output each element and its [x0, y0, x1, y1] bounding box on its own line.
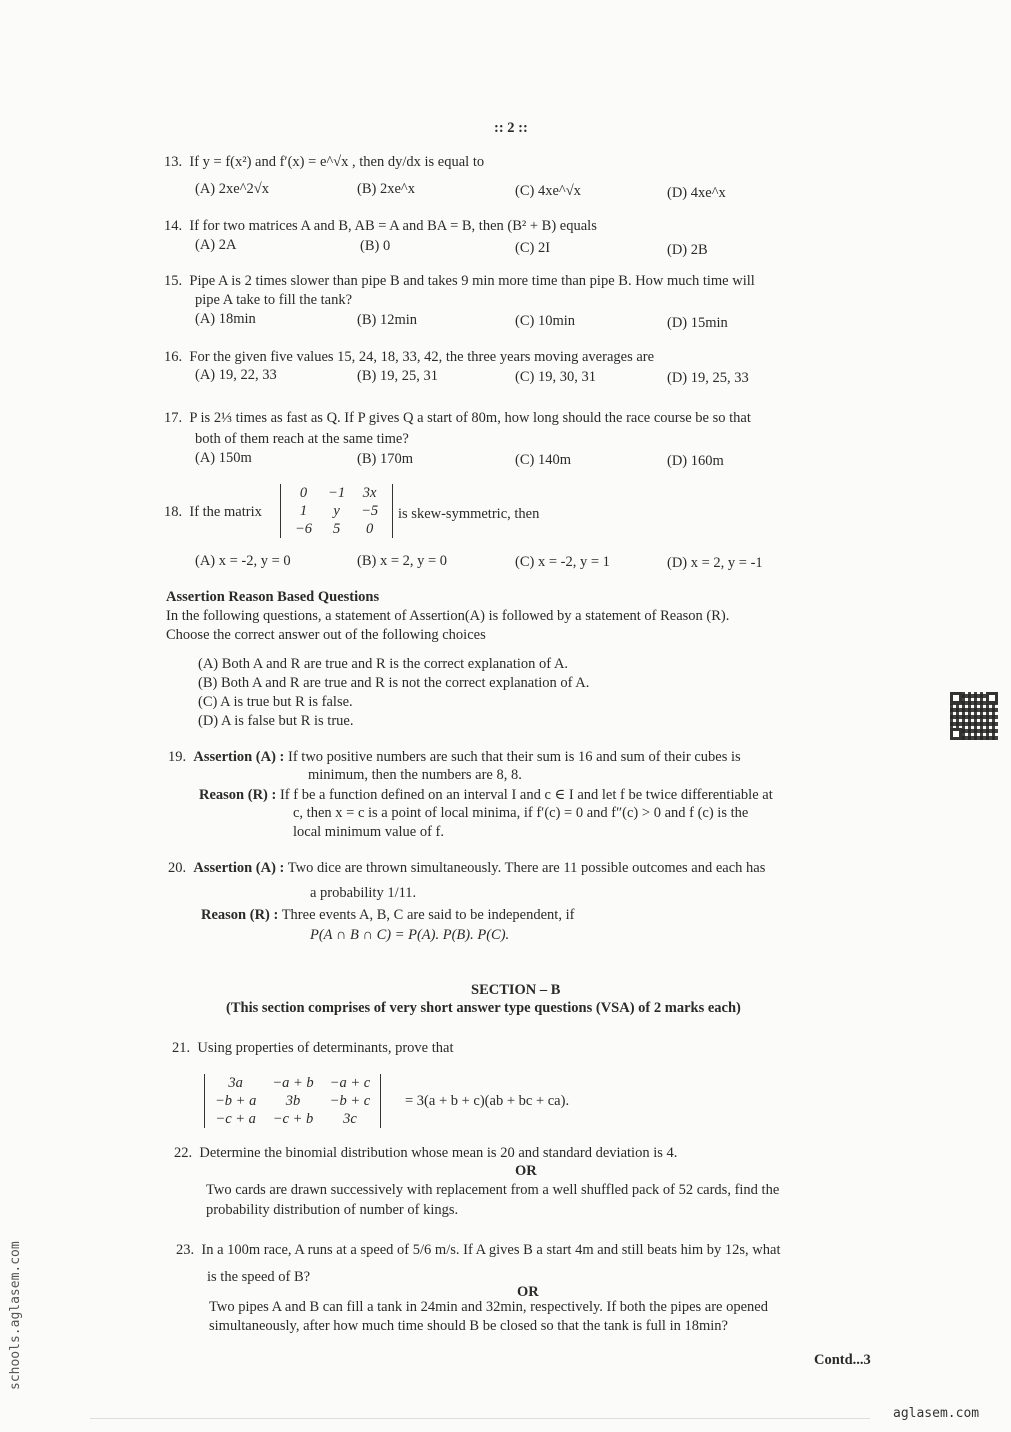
- assertion-choice-c: (C) A is true but R is false.: [198, 694, 353, 710]
- question-18-tail: is skew-symmetric, then: [398, 506, 540, 522]
- q21-determinant: 3a −a + b −a + c −b + a 3b −b + c −c + a −c + b 3c: [204, 1074, 381, 1128]
- footer-watermark: aglasem.com: [893, 1406, 980, 1421]
- q18-option-c: (C) x = -2, y = 1: [515, 554, 610, 570]
- q17-option-d: (D) 160m: [667, 453, 724, 469]
- q23-alt-1: Two pipes A and B can fill a tank in 24min and 32min, respectively. If both the pipes are opened: [209, 1299, 768, 1315]
- question-21: 21. Using properties of determinants, prove that: [172, 1040, 454, 1056]
- q13-option-a: (A) 2xe^2√x: [195, 181, 269, 197]
- qr-code-icon: [950, 692, 998, 740]
- question-23: 23. In a 100m race, A runs at a speed of 5/6 m/s. If A gives B a start 4m and still beats him by 12s, what: [176, 1242, 781, 1258]
- q15-option-a: (A) 18min: [195, 311, 256, 327]
- q22-alt-1: Two cards are drawn successively with replacement from a well shuffled pack of 52 cards, find the: [206, 1182, 780, 1198]
- q15-option-c: (C) 10min: [515, 313, 576, 329]
- q14-option-b: (B) 0: [360, 238, 391, 254]
- q17-option-b: (B) 170m: [357, 451, 413, 467]
- q16-option-b: (B) 19, 25, 31: [357, 368, 438, 384]
- assertion-choice-a: (A) Both A and R are true and R is the correct explanation of A.: [198, 656, 569, 672]
- q18-option-a: (A) x = -2, y = 0: [195, 553, 291, 569]
- footer-divider: [90, 1418, 870, 1419]
- assertion-intro-2: Choose the correct answer out of the following choices: [166, 627, 486, 643]
- q17-option-c: (C) 140m: [515, 452, 571, 468]
- q14-option-c: (C) 2I: [515, 240, 551, 256]
- q17-option-a: (A) 150m: [195, 450, 252, 466]
- q20-reason-formula: P(A ∩ B ∩ C) = P(A). P(B). P(C).: [310, 927, 510, 943]
- question-20-reason: Reason (R) : Three events A, B, C are said to be independent, if: [201, 907, 575, 923]
- q13-option-c: (C) 4xe^√x: [515, 183, 581, 199]
- question-19-assertion: 19. Assertion (A) : If two positive numbers are such that their sum is 16 and sum of their cubes is: [168, 749, 741, 765]
- continued-label: Contd...3: [814, 1352, 871, 1368]
- q13-option-b: (B) 2xe^x: [357, 181, 415, 197]
- q18-matrix: 0 −1 3x 1 y −5 −6 5 0: [280, 484, 393, 538]
- q19-reason-cont-2: local minimum value of f.: [293, 824, 445, 840]
- section-b-title: SECTION – B: [471, 982, 561, 998]
- section-b-subtitle: (This section comprises of very short answer type questions (VSA) of 2 marks each): [226, 1000, 741, 1016]
- question-22: 22. Determine the binomial distribution whose mean is 20 and standard deviation is 4.: [174, 1145, 678, 1161]
- q19-assertion-cont: minimum, then the numbers are 8, 8.: [308, 767, 522, 783]
- q20-assertion-cont: a probability 1/11.: [310, 885, 417, 901]
- q23-alt-2: simultaneously, after how much time should B be closed so that the tank is full in 18min?: [209, 1318, 728, 1334]
- question-15-cont: pipe A take to fill the tank?: [195, 292, 353, 308]
- question-16: 16. For the given five values 15, 24, 18, 33, 42, the three years moving averages are: [164, 349, 655, 365]
- q23-or: OR: [517, 1284, 539, 1300]
- q16-option-d: (D) 19, 25, 33: [667, 370, 749, 386]
- q14-option-a: (A) 2A: [195, 237, 237, 253]
- question-15: 15. Pipe A is 2 times slower than pipe B and takes 9 min more time than pipe B. How much time will: [164, 273, 755, 289]
- assertion-choice-b: (B) Both A and R are true and R is not the correct explanation of A.: [198, 675, 590, 691]
- question-17: 17. P is 2⅓ times as fast as Q. If P gives Q a start of 80m, how long should the race course be so that: [164, 410, 751, 426]
- question-20-assertion: 20. Assertion (A) : Two dice are thrown simultaneously. There are 11 possible outcomes and each has: [168, 860, 766, 876]
- question-14: 14. If for two matrices A and B, AB = A and BA = B, then (B² + B) equals: [164, 218, 597, 234]
- q22-or: OR: [515, 1163, 537, 1179]
- assertion-choice-d: (D) A is false but R is true.: [198, 713, 354, 729]
- question-13: 13. If y = f(x²) and f′(x) = e^√x , then dy/dx is equal to: [164, 154, 485, 170]
- question-19-reason: Reason (R) : If f be a function defined on an interval I and c ∈ I and let f be twice differentiable at: [199, 787, 773, 803]
- question-17-cont: both of them reach at the same time?: [195, 431, 409, 447]
- q13-option-d: (D) 4xe^x: [667, 185, 726, 201]
- q22-alt-2: probability distribution of number of kings.: [206, 1202, 459, 1218]
- q18-option-d: (D) x = 2, y = -1: [667, 555, 763, 571]
- q18-option-b: (B) x = 2, y = 0: [357, 553, 448, 569]
- q19-reason-cont-1: c, then x = c is a point of local minima, if f′(c) = 0 and f″(c) > 0 and f (c) is the: [293, 805, 749, 821]
- page-number-header: :: 2 ::: [494, 120, 528, 136]
- q16-option-a: (A) 19, 22, 33: [195, 367, 277, 383]
- assertion-intro-1: In the following questions, a statement of Assertion(A) is followed by a statement of Reason (R).: [166, 608, 730, 624]
- q16-option-c: (C) 19, 30, 31: [515, 369, 596, 385]
- question-23-cont: is the speed of B?: [207, 1269, 311, 1285]
- q14-option-d: (D) 2B: [667, 242, 708, 258]
- side-watermark: schools.aglasem.com: [8, 1241, 23, 1390]
- q15-option-d: (D) 15min: [667, 315, 728, 331]
- q21-rhs: = 3(a + b + c)(ab + bc + ca).: [405, 1093, 570, 1109]
- q15-option-b: (B) 12min: [357, 312, 418, 328]
- question-18: 18. If the matrix: [164, 504, 262, 520]
- assertion-heading: Assertion Reason Based Questions: [166, 589, 380, 605]
